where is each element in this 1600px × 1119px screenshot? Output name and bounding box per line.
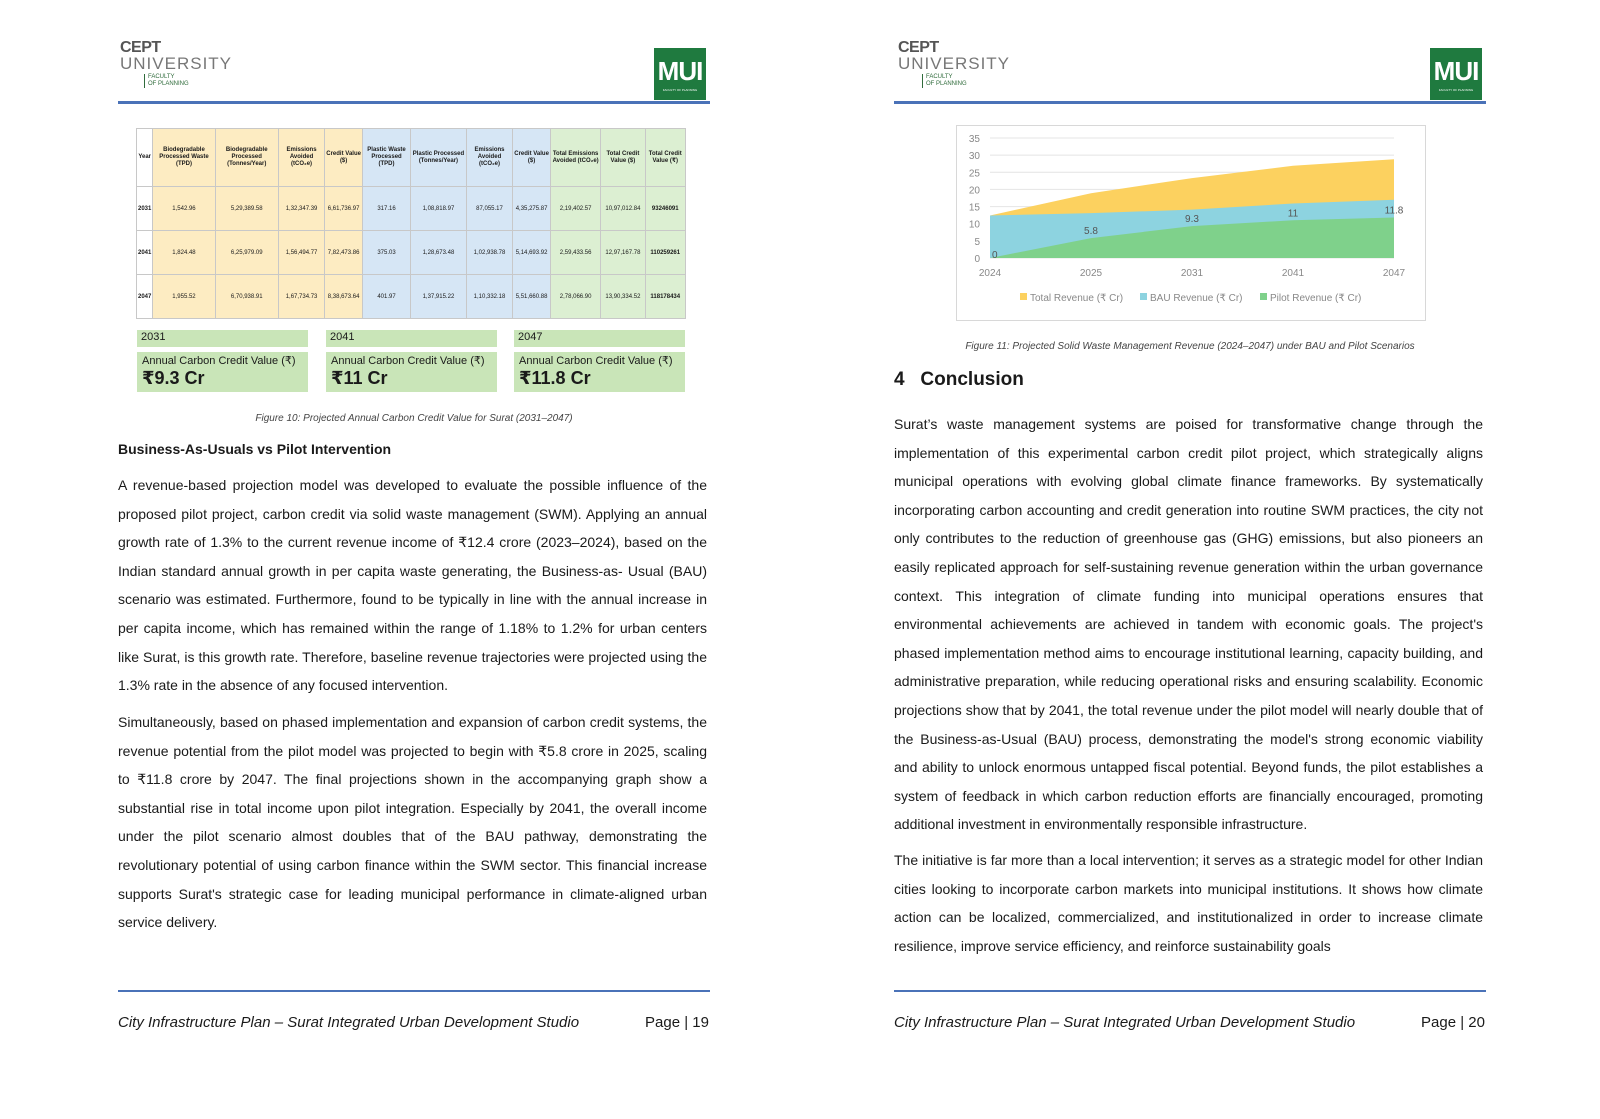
table-cell: 6,61,736.97 xyxy=(325,187,363,231)
paragraph-1: A revenue-based projection model was developed to evaluate the possible influence of the proposed pilot project, carbon credit via solid waste management (SWM). Applying an annual growth rate of 1.3% to the current revenue income of ₹12.4 crore (2023–2024), based on the Indian standard annual growth in per capita waste generating, the Business-as- Usual (BAU) scenario was estimated. Furthermore, found to be typically in line with the annual increase in per capita income, which has remained within the range of 1.18% to 1.2% for urban centers like Surat, is this growth rate. Therefore, baseline revenue trajectories were projected using the 1.3% rate in the absence of any focused intervention. xyxy=(118,477,707,694)
cept-logo: CEPT UNIVERSITY FACULTY OF PLANNING xyxy=(898,39,1011,87)
table-cell: 2031 xyxy=(137,187,153,231)
section-heading: 4 Conclusion xyxy=(894,369,1024,390)
x-tick-label: 2041 xyxy=(1281,268,1305,279)
legend-label: BAU Revenue (₹ Cr) xyxy=(1150,293,1243,304)
table-header-cell: Total Credit Value ($) xyxy=(601,129,645,187)
figure-10-caption: Figure 10: Projected Annual Carbon Credit Value for Surat (2031–2047) xyxy=(255,413,573,424)
y-tick-label: 10 xyxy=(968,219,980,231)
mui-logo: MUI FACULTY OF PLANNING xyxy=(654,48,706,100)
table-cell: 1,67,734.73 xyxy=(278,275,324,319)
y-tick-label: 35 xyxy=(968,134,980,145)
table-cell: 4,35,275.87 xyxy=(513,187,551,231)
table-cell: 2,78,066.90 xyxy=(550,275,600,319)
y-tick-label: 5 xyxy=(974,236,980,248)
page-number: Page | 20 xyxy=(1421,1014,1485,1031)
table-cell: 6,25,979.09 xyxy=(215,231,278,275)
table-cell: 1,10,332.18 xyxy=(466,275,512,319)
table-row xyxy=(137,187,686,231)
table-cell: 1,08,818.97 xyxy=(411,187,467,231)
table-cell: 2,59,433.56 xyxy=(550,231,600,275)
table-header-cell: Emissions Avoided (tCO₂e) xyxy=(466,129,512,187)
table-cell: 110259261 xyxy=(645,231,686,275)
x-tick-label: 2047 xyxy=(1382,268,1406,279)
paragraph-2: Simultaneously, based on phased implementation and expansion of carbon credit systems, the revenue potential from the pilot model was projected to begin with ₹5.8 crore in 2025, scaling to ₹11.8 crore by 2047. The final projections shown in the accompanying graph show a substantial rise in total income upon pilot integration. Especially by 2041, the overall income under the pilot scenario almost doubles that of the BAU pathway, demonstrating the revolutionary potential of using carbon finance within the SWM sector. This financial increase supports Surat's strategic case for leading municipal performance in climate-aligned urban service delivery. xyxy=(118,714,707,931)
table-cell: 375.03 xyxy=(362,231,410,275)
y-tick-label: 30 xyxy=(968,151,980,163)
page-number: Page | 19 xyxy=(645,1014,709,1031)
x-tick-label: 2031 xyxy=(1180,268,1204,279)
section-subheading: Business-As-Usuals vs Pilot Intervention xyxy=(118,441,392,457)
table-cell: 13,90,334.52 xyxy=(601,275,645,319)
table-row xyxy=(137,275,686,319)
y-tick-label: 0 xyxy=(974,254,980,265)
credit-card-2031: 2031 Annual Carbon Credit Value (₹) ₹9.3 Cr xyxy=(137,330,308,392)
mui-logo: MUI FACULTY OF PLANNING xyxy=(1430,48,1482,100)
table-cell: 6,70,938.91 xyxy=(215,275,278,319)
data-label: 11 xyxy=(1287,208,1299,220)
table-cell: 1,37,915.22 xyxy=(411,275,467,319)
carbon-credit-table xyxy=(136,128,686,319)
legend-swatch xyxy=(1140,293,1147,300)
table-cell: 5,51,660.88 xyxy=(513,275,551,319)
table-header-cell: Biodegradable Processed Waste (TPD) xyxy=(153,129,215,187)
header-rule xyxy=(894,101,1486,104)
y-tick-label: 25 xyxy=(968,168,980,180)
cept-logo: CEPT UNIVERSITY FACULTY OF PLANNING xyxy=(120,39,233,87)
table-cell: 87,055.17 xyxy=(466,187,512,231)
data-label: 9.3 xyxy=(1185,214,1199,226)
credit-card-2041: 2041 Annual Carbon Credit Value (₹) ₹11 Cr xyxy=(326,330,497,392)
data-label: 11.8 xyxy=(1384,205,1404,217)
figure-11-caption: Figure 11: Projected Solid Waste Management Revenue (2024–2047) under BAU and Pilot Scenarios xyxy=(965,341,1415,352)
legend-swatch xyxy=(1260,293,1267,300)
table-header-cell: Credit Value ($) xyxy=(513,129,551,187)
footer-rule xyxy=(118,990,710,992)
header-rule xyxy=(118,101,710,104)
table-header-cell: Plastic Processed (Tonnes/Year) xyxy=(411,129,467,187)
table-cell: 10,97,012.84 xyxy=(601,187,645,231)
conclusion-paragraph-1: Surat’s waste management systems are poised for transformative change through the implementation of this experimental carbon credit pilot project, which strategically aligns municipal operations with evolving global climate finance frameworks. By systematically incorporating carbon accounting and credit generation into routine SWM practices, the city not only contributes to the reduction of greenhouse gas (GHG) emissions, but also pioneers an easily replicated approach for self-sustaining revenue generation within the urban governance context. This integration of climate funding into municipal operations ensures that environmental achievements are achieved in tandem with economic goals. The project's phased implementation method aims to encourage institutional learning, capacity building, and administrative preparation, while reducing operational risks and ensuring scalability. Economic projections show that by 2041, the total revenue under the pilot model will nearly double that of the Business-as-Usual (BAU) process, demonstrating the model's strong economic viability and ability to unlock enormous untapped fiscal potential. Beyond funds, the pilot establishes a system of feedback in which carbon reduction efforts are financially encouraged, promoting additional investment in environmentally responsible infrastructure. xyxy=(894,416,1483,833)
legend-swatch xyxy=(1020,293,1027,300)
y-tick-label: 20 xyxy=(968,185,980,197)
footer-rule xyxy=(894,990,1486,992)
credit-card-2047: 2047 Annual Carbon Credit Value (₹) ₹11.8 Cr xyxy=(514,330,685,392)
table-cell: 118178434 xyxy=(645,275,686,319)
table-cell: 2041 xyxy=(137,231,153,275)
revenue-chart xyxy=(956,125,1426,321)
x-tick-label: 2024 xyxy=(978,268,1002,279)
conclusion-paragraph-2: The initiative is far more than a local intervention; it serves as a strategic model for other Indian cities looking to incorporate carbon markets into municipal institutions. It shows how climate action can be localized, commercialized, and institutionalized in order to increase climate resilience, improve service efficiency, and reinforce sustainability goals xyxy=(894,852,1483,954)
table-row xyxy=(137,231,686,275)
table-cell: 317.16 xyxy=(362,187,410,231)
data-label: 5.8 xyxy=(1084,226,1098,238)
table-cell: 2,19,402.57 xyxy=(550,187,600,231)
table-header-cell: Credit Value ($) xyxy=(325,129,363,187)
y-tick-label: 15 xyxy=(968,202,980,214)
table-header-cell: Biodegradable Processed (Tonnes/Year) xyxy=(215,129,278,187)
table-cell: 5,29,389.58 xyxy=(215,187,278,231)
table-header-cell: Total Credit Value (₹) xyxy=(645,129,686,187)
table-cell: 1,824.48 xyxy=(153,231,215,275)
table-cell: 1,32,347.39 xyxy=(278,187,324,231)
table-header-cell: Plastic Waste Processed (TPD) xyxy=(362,129,410,187)
table-cell: 1,02,938.78 xyxy=(466,231,512,275)
data-label: 0 xyxy=(992,250,998,261)
legend-label: Pilot Revenue (₹ Cr) xyxy=(1270,293,1362,304)
table-cell: 12,97,167.78 xyxy=(601,231,645,275)
table-header-cell: Total Emissions Avoided (tCO₂e) xyxy=(550,129,600,187)
table-cell: 93246091 xyxy=(645,187,686,231)
table-cell: 1,542.96 xyxy=(153,187,215,231)
x-tick-label: 2025 xyxy=(1079,268,1103,279)
table-cell: 5,14,693.92 xyxy=(513,231,551,275)
table-header-cell: Year xyxy=(137,129,153,187)
table-cell: 1,955.52 xyxy=(153,275,215,319)
table-cell: 2047 xyxy=(137,275,153,319)
table-cell: 1,56,494.77 xyxy=(278,231,324,275)
footer-title: City Infrastructure Plan – Surat Integrated Urban Development Studio xyxy=(894,1014,1356,1031)
footer-title: City Infrastructure Plan – Surat Integrated Urban Development Studio xyxy=(118,1014,580,1031)
revenue-chart-svg xyxy=(957,126,1427,322)
table-cell: 401.97 xyxy=(362,275,410,319)
table-cell: 8,38,673.64 xyxy=(325,275,363,319)
table-cell: 1,28,673.48 xyxy=(411,231,467,275)
table-header-cell: Emissions Avoided (tCO₂e) xyxy=(278,129,324,187)
legend-label: Total Revenue (₹ Cr) xyxy=(1030,293,1124,304)
table-cell: 7,82,473.86 xyxy=(325,231,363,275)
